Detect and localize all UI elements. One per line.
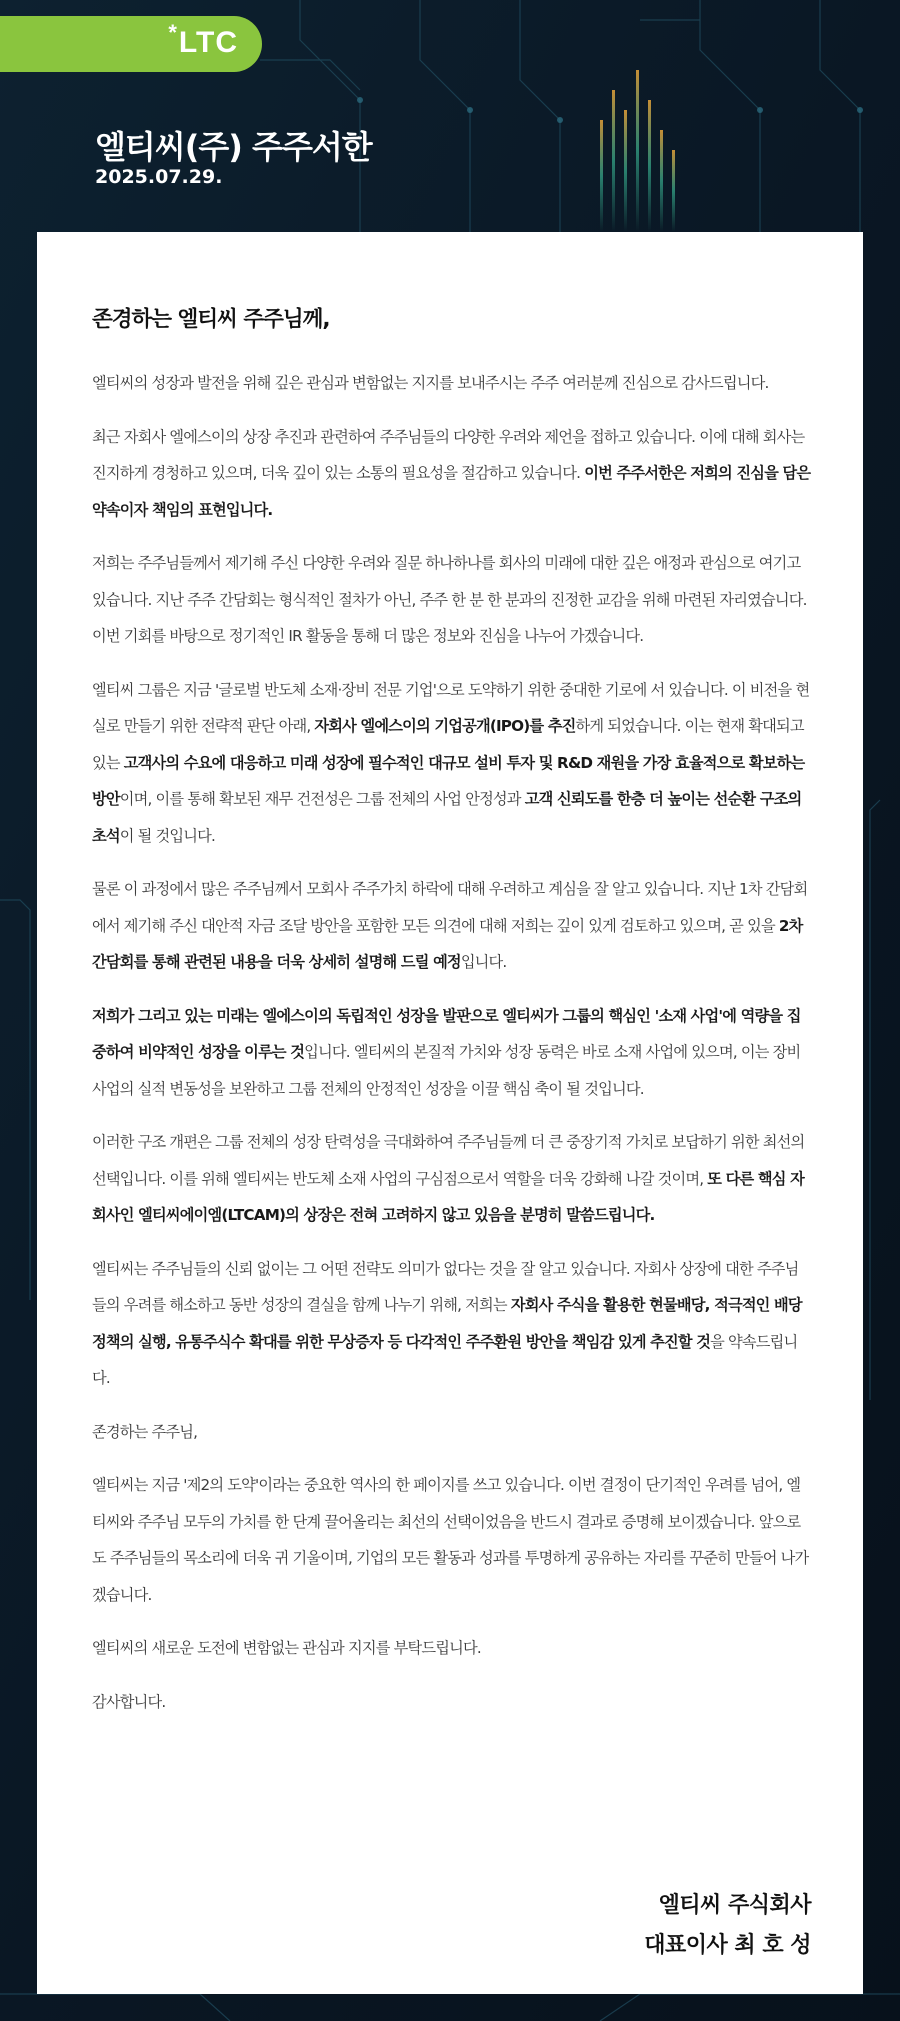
logo-wordmark: LTC	[178, 26, 238, 59]
signature-ceo: 대표이사 최 호 성	[644, 1933, 811, 1958]
paragraph-text: 존경하는 주주님,	[92, 1422, 198, 1441]
letter-paragraph	[92, 1251, 811, 1397]
paragraph-text: 입니다.	[460, 953, 507, 971]
letter-card	[37, 232, 863, 1994]
letter-paragraph	[92, 1124, 811, 1234]
letter-greeting: 존경하는 엘티씨 주주님께,	[92, 307, 330, 332]
paragraph-text: 엘티씨의 새로운 도전에 변함없는 관심과 지지를 부탁드립니다.	[92, 1639, 481, 1657]
letter-paragraph	[92, 871, 811, 981]
emphasis-text: 저희가 그리고 있는 미래는 엘에스이의 독립적인 성장을 발판으로 엘티씨가 그룹의 핵심인 '소재 사업'에 역량을 집중하여 비약적인 성장을 이루는 것	[92, 1006, 801, 1061]
paragraph-text: 최근 자회사 엘에스이의 상장 추진과 관련하여 주주님들의 다양한 우려와 제언을 접하고 있습니다. 이에 대해 회사는 진지하게 경청하고 있으며, 더욱 깊이 있는 소통의 필요성을 절감하고 있습니다.	[92, 427, 805, 482]
paragraph-text: 을 약속드립니다.	[92, 1332, 798, 1387]
letter-body	[92, 365, 811, 1720]
letter-paragraph	[92, 1684, 811, 1721]
paragraph-text: 입니다. 엘티씨의 본질적 가치와 성장 동력은 바로 소재 사업에 있으며, 이는 장비 사업의 실적 변동성을 보완하고 그룹 전체의 안정적인 성장을 이끌 핵심 축이 될 것입니다.	[92, 1043, 801, 1098]
publish-date: 2025.07.29.	[95, 166, 223, 188]
paragraph-text: 이 될 것입니다.	[119, 826, 216, 845]
emphasis-text: 또 다른 핵심 자회사인 엘티씨에이엠(LTCAM)의 상장은 전혀 고려하지 않고 있음을 분명히 말씀드립니다.	[92, 1169, 804, 1224]
letter-paragraph	[92, 1414, 811, 1451]
paragraph-text: 물론 이 과정에서 많은 주주님께서 모회사 주주가치 하락에 대해 우려하고 계심을 잘 알고 있습니다. 지난 1차 간담회에서 제기해 주신 대안적 자금 조달 방안을 포함한 모든 의견에 대해 저희는 깊이 있게 검토하고 있으며, 곧 있을	[92, 880, 808, 935]
paragraph-text: 저희는 주주님들께서 제기해 주신 다양한 우려와 질문 하나하나를 회사의 미래에 대한 깊은 애정과 관심으로 여기고 있습니다. 지난 주주 간담회는 형식적인 절차가 아닌, 주주 한 분 한 분과의 진정한 교감을 위해 마련된 자리였습니다. 이번 기회를 바탕으로 정기적인 IR 활동을 통해 더 많은 정보와 진심을 나누어 가겠습니다.	[92, 554, 807, 645]
paragraph-text: 이러한 구조 개편은 그룹 전체의 성장 탄력성을 극대화하여 주주님들께 더 큰 중장기적 가치로 보답하기 위한 최선의 선택입니다. 이를 위해 엘티씨는 반도체 소재 사업의 구심점으로서 역할을 더욱 강화해 나갈 것이며,	[92, 1133, 805, 1188]
signature-company: 엘티씨 주식회사	[658, 1893, 811, 1918]
letter-paragraph	[92, 1467, 811, 1613]
paragraph-text: 하게 되었습니다. 이는 현재 확대되고 있는	[92, 717, 804, 772]
logo-tab	[0, 16, 262, 72]
paragraph-text: 이며, 이를 통해 확보된 재무 건전성은 그룹 전체의 사업 안정성과	[119, 790, 525, 808]
emphasis-text: 자회사 엘에스이의 기업공개(IPO)를 추진	[314, 717, 576, 735]
letter-paragraph	[92, 545, 811, 655]
paragraph-text: 엘티씨 그룹은 지금 '글로벌 반도체 소재·장비 전문 기업'으로 도약하기 위한 중대한 기로에 서 있습니다. 이 비전을 현실로 만들기 위한 전략적 판단 아래,	[92, 680, 810, 735]
paragraph-text: 엘티씨는 주주님들의 신뢰 없이는 그 어떤 전략도 의미가 없다는 것을 잘 알고 있습니다. 자회사 상장에 대한 주주님들의 우려를 해소하고 동반 성장의 결실을 함께 나누기 위해, 저희는	[92, 1259, 799, 1314]
emphasis-text: 자회사 주식을 활용한 현물배당, 적극적인 배당 정책의 실행, 유통주식수 확대를 위한 무상증자 등 다각적인 주주환원 방안을 책임감 있게 추진할 것	[92, 1296, 802, 1351]
ltc-logo	[168, 20, 238, 60]
emphasis-text: 고객 신뢰도를 한층 더 높이는 선순환 구조의 초석	[92, 790, 802, 845]
signature-block	[644, 1886, 811, 1966]
letter-paragraph	[92, 365, 811, 402]
emphasis-text: 2차 간담회를 통해 관련된 내용을 더욱 상세히 설명해 드릴 예정	[92, 916, 803, 971]
letter-paragraph	[92, 419, 811, 529]
letter-paragraph	[92, 998, 811, 1108]
paragraph-text: 엘티씨는 지금 '제2의 도약'이라는 중요한 역사의 한 페이지를 쓰고 있습니다. 이번 결정이 단기적인 우려를 넘어, 엘티씨와 주주님 모두의 가치를 한 단계 끌어올리는 최선의 선택이었음을 반드시 결과로 증명해 보이겠습니다. 앞으로도 주주님들의 목소리에 더욱 귀 기울이며, 기업의 모든 활동과 성과를 투명하게 공유하는 자리를 꾸준히 만들어 나가겠습니다.	[92, 1476, 809, 1604]
emphasis-text: 고객사의 수요에 대응하고 미래 성장에 필수적인 대규모 설비 투자 및 R&D 재원을 가장 효율적으로 확보하는 방안	[92, 753, 805, 808]
emphasis-text: 이번 주주서한은 저희의 진심을 담은 약속이자 책임의 표현입니다.	[92, 464, 811, 519]
logo-star: *	[168, 20, 178, 45]
letter-paragraph	[92, 672, 811, 855]
paragraph-text: 감사합니다.	[92, 1692, 166, 1711]
paragraph-text: 엘티씨의 성장과 발전을 위해 깊은 관심과 변함없는 지지를 보내주시는 주주 여러분께 진심으로 감사드립니다.	[92, 374, 769, 392]
page-title: 엘티씨(주) 주주서한	[95, 128, 372, 166]
letter-paragraph	[92, 1630, 811, 1667]
